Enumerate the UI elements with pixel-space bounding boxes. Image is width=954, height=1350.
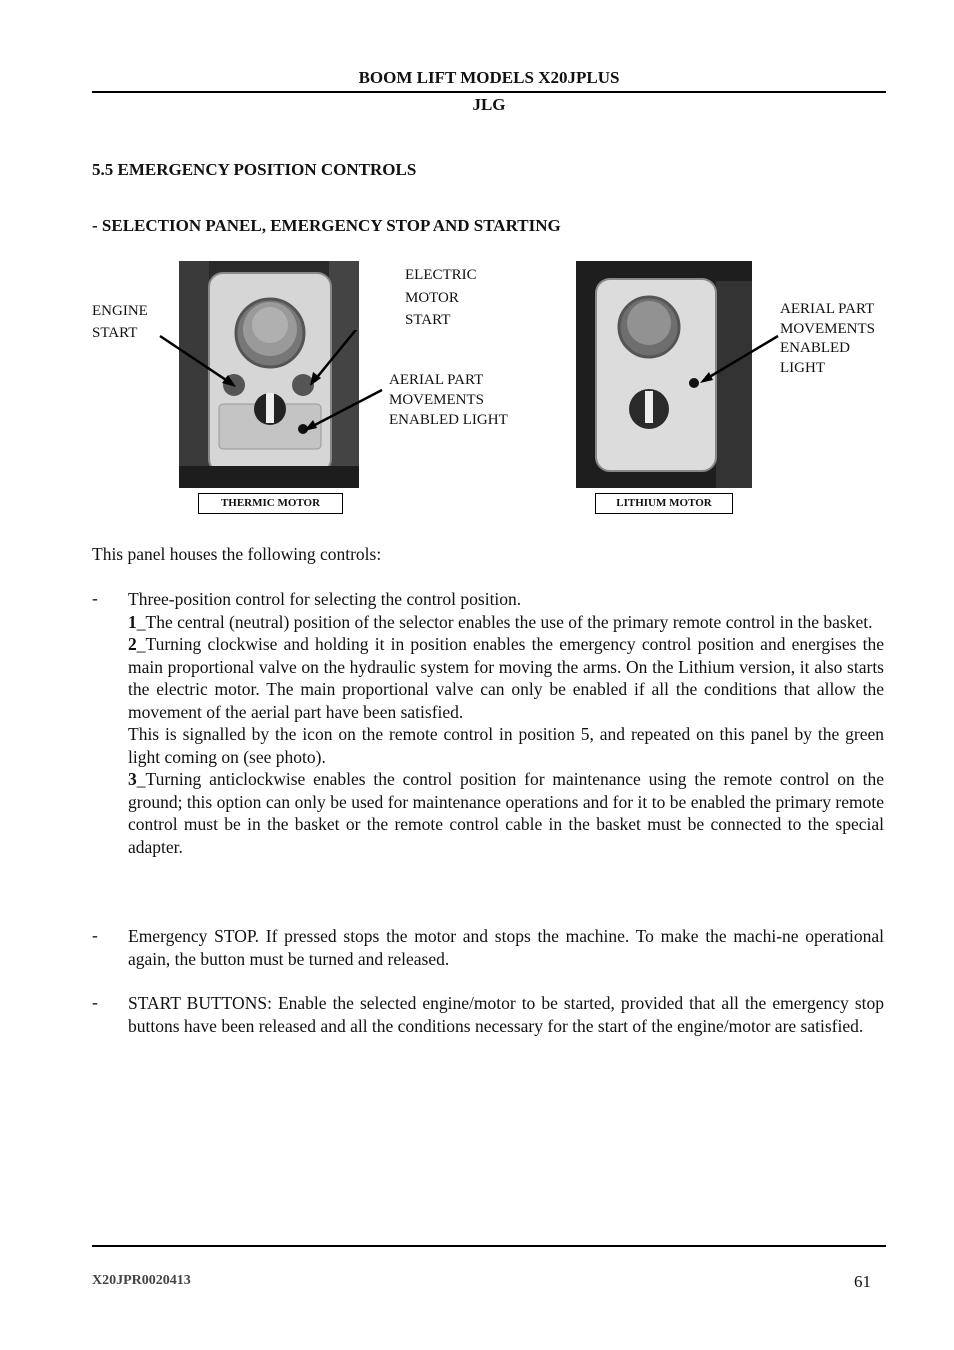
section-heading: 5.5 EMERGENCY POSITION CONTROLS (92, 160, 417, 179)
footer-rule (92, 1245, 886, 1247)
selector-title: Three-position control for selecting the control position. (128, 589, 522, 609)
selector-position-2-note: This is signalled by the icon on the remote control in position 5, and repeated on this panel by the green light coming on (see photo). (128, 724, 884, 767)
intro-text: This panel houses the following controls: (92, 544, 382, 564)
arrow-aerial-light-left (309, 390, 382, 428)
arrow-aerial-light-right (706, 336, 778, 379)
arrow-electric-start (314, 330, 377, 381)
left-figure-arrows (150, 330, 390, 440)
arrowhead-aerial-light-left (304, 420, 317, 431)
bullet-dash-selector: - (92, 588, 98, 608)
header-rule (92, 91, 886, 93)
estop-text: Emergency STOP. If pressed stops the motor and stops the machine. To make the machi-ne operational again, the button must be turned and released. (128, 926, 884, 969)
start-buttons-text: START BUTTONS: Enable the selected engine/motor to be started, provided that all the emergency stop buttons have been released and all the conditions necessary for the start of the engine/motor are satisfied. (128, 993, 884, 1036)
caption-lithium-motor: LITHIUM MOTOR (595, 493, 733, 514)
arrow-engine-start (160, 336, 232, 384)
arrowhead-engine-start (222, 375, 236, 387)
selector-position-1: 1_The central (neutral) position of the selector enables the use of the primary remote control in the basket. (128, 611, 873, 632)
caption-thermic-motor: THERMIC MOTOR (198, 493, 343, 514)
bullet-dash-start: - (92, 992, 98, 1012)
section-subheading: - SELECTION PANEL, EMERGENCY STOP AND STARTING (92, 216, 561, 235)
header-brand: JLG (472, 95, 506, 114)
selector-block (128, 588, 884, 858)
label-electric-motor-start: ELECTRIC MOTOR START (405, 267, 477, 328)
page-number: 61 (854, 1272, 871, 1291)
arrowhead-aerial-light-right (700, 372, 713, 383)
selector-position-2: 2_Turning clockwise and holding it in position enables the emergency control position and energises the main proportional valve on the hydraulic system for moving the arms. On the Lithium version, it also starts the electric motor. The main proportional valve can only be enabled if all the conditions that allow the movement of the aerial part have been satisfied. (128, 634, 884, 722)
label-aerial-light-left: AERIAL PART MOVEMENTS ENABLED LIGHT (389, 372, 508, 428)
header-title: BOOM LIFT MODELS X20JPLUS (358, 68, 620, 87)
selector-position-3: 3_Turning anticlockwise enables the control position for maintenance using the remote control on the ground; this option can only be used for maintenance operations and for it to be enabled the primary remote control must be in the basket or the remote control cable in the basket must be connected to the special adapter. (128, 769, 884, 857)
footer-doc-code: X20JPR0020413 (92, 1273, 191, 1288)
label-aerial-light-right: AERIAL PART MOVEMENTS ENABLED LIGHT (780, 301, 876, 376)
bullet-dash-estop: - (92, 925, 98, 945)
label-engine-start: ENGINE START (92, 303, 148, 341)
right-figure-arrow (690, 330, 790, 390)
